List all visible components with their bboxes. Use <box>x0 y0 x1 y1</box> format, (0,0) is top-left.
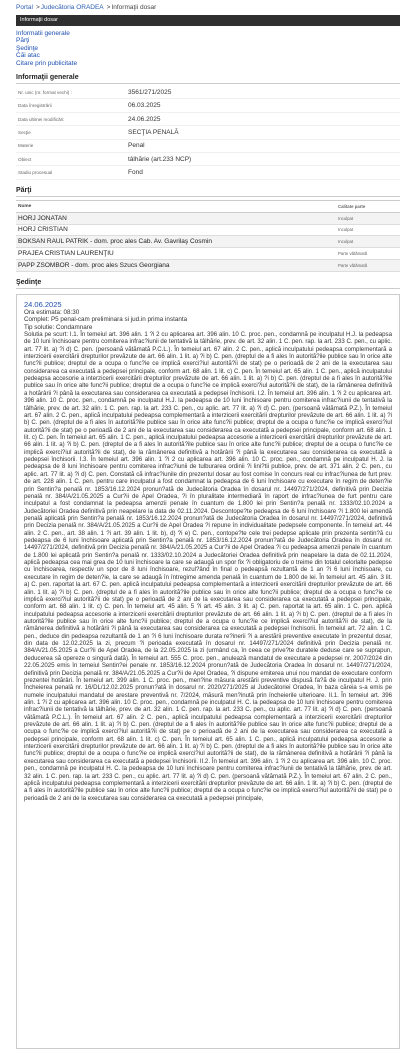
info-row-sectie <box>16 126 400 139</box>
info-value: tâlhărie (art.233 NCP) <box>128 155 192 163</box>
info-value: Fond <box>128 169 143 177</box>
breadcrumb <box>16 0 400 14</box>
info-row-numar <box>16 86 400 99</box>
sedinta-complet: Complet: P5 penal-cam preliminara si jud.in prima instanta <box>24 316 188 324</box>
info-label: Materie <box>18 143 34 149</box>
breadcrumb-portal-link[interactable]: Portal <box>16 4 33 11</box>
info-row-materie <box>16 140 400 153</box>
parti-header-row <box>16 201 400 213</box>
parti-section-title: Părţi <box>16 187 400 197</box>
parte-calitate: Inculpat <box>338 215 354 221</box>
nav-parti[interactable]: Părţi <box>16 37 30 45</box>
info-label: Secţie <box>18 129 31 135</box>
info-label: Data ultimei modificări: <box>18 116 65 122</box>
parte-nume: PAPP ZSOMBOR - dom. proc ales Szucs Georgiana <box>18 261 170 269</box>
info-value: SECŢIA PENALĂ <box>128 128 179 136</box>
info-value: 3561/271/2025 <box>128 88 172 96</box>
info-value: 24.06.2025 <box>128 115 161 123</box>
info-value: 06.03.2025 <box>128 102 161 110</box>
parte-nume: HORJ JONATAN <box>18 214 67 222</box>
nav-informatii-generale[interactable]: Informatii generale <box>16 30 70 37</box>
parte-nume: PRAJEA CRISTIAN LAURENŢIU <box>18 250 114 258</box>
info-label: Nr. unic (nr. format vechi) : <box>18 89 72 95</box>
parte-calitate: Inculpat <box>338 239 354 245</box>
info-value: Penal <box>128 142 145 150</box>
breadcrumb-separator: > <box>106 4 111 11</box>
parti-row <box>16 260 400 272</box>
info-row-data-inregistrare <box>16 99 400 112</box>
info-label: Obiect <box>18 156 32 162</box>
sedinta-solutie-text: Solutia pe scurt: I.1. În temeiul art. 396 alin. 1 ?i 2 cu aplicarea art. 396 alin. 10 C. proc. pen., condamnă pe inculpatul H.J. la pedeapsa de 10 luni închisoare pentru comiterea infrac?iunii de tentativă la tâlhărie, prev. de art. 32 alin. 1 C. pen. rap. la art. 233 C. pen., cu aplic. art. 77 lit. a) ?i d) C. pen. (persoană vătămată P.C.L.). În temeiul art. 67 alin. 2 C. pen., aplică inculpatului pedeapsa complementară a interzicerii exercitării drepturilor prevăzute de art. 66 alin. 1 lit. a) ?i b) C. pen. (dreptul de a fi ales în autorită?ile publice sau în orice alte func?ii publice; dreptul de a ocupa o func?ie ce implică exerci?iul autorită?ii de stat) pe o perioadă de 2 ani de la executarea sau considerarea ca executată a pedepsei principale, conform art. 68 alin. 1 lit. c) C. pen. În temeiul art. 65 alin. 1 C. pen., aplică inculpatului pedeapsa accesorie a interzicerii exercitării drepturilor prevăzute de art. 66 alin. 1 lit. a) ?i b) C. pen. (dreptul de a fi ales în autorită?ile publice sau în orice alte func?ii publice; dreptul de a ocupa o func?ie ce implică exerci?iul autorită?ii de stat), de la rămânerea definitivă a hotărârii ?i până la executarea sau considerarea ca executată a pedepsei închisorii. I.2. În temeiul art. 396 alin. 1 ?i 2 cu aplicarea art. 396 alin. 10 C. proc. pen., condamnă pe inculpatul H.J. la pedeapsa de 10 luni închisoare pentru comiterea infrac?iunii de tentativă la tâlhărie, prev. de art. 32 alin. 1 C. pen. rap. la art. 233 C. pen., cu aplic. art. 77 lit. a) ?i d) C. pen. (persoană vătămată P.Z.). În temeiul art. 67 alin. 2 C. pen., aplică inculpatului pedeapsa complementară a interzicerii exercitării drepturilor prevăzute de art. 66 alin. 1 lit. a) ?i b) C. pen. (dreptul de a fi ales în autorită?ile publice sau în orice alte func?ii publice; dreptul de a ocupa o func?ie ce implică exerci?iul autorită?ii de stat) pe o perioadă de 2 ani de la executarea sau considerarea ca executată a pedepsei principale, conform art. 68 alin. 1 lit. c) C. pen. În temeiul art. 65 alin. 1 C. pen., aplică inculpatului pedeapsa accesorie a interzicerii exercitării drepturilor prevăzute de art. 66 alin. 1 lit. a) ?i b) C. pen. (dreptul de a fi ales în autorită?ile publice sau în orice alte func?ii publice; dreptul de a ocupa o func?ie ce implică exerci?iul autorită?ii de stat), de la rămânerea definitivă a hotărârii ?i până la executarea sau considerarea ca executată a pedepsei închisorii. I.3. În temeiul art. 396 alin. 1 ?i 2 cu aplicarea art. 396 alin. 10 C. proc. pen., condamnă pe inculpatul H. J. la pedeapsa de 8 luni închisoare pentru comiterea infrac?iunii de tulburarea ordinii ?i lini?tii publice, prev. de art. 371 alin. 2 C. pen., cu aplic. art. 77 lit. a) ?i d) C. pen. Constată că infrac?iunile din prezentul dosar au fost comise în concurs real cu infrac?iunea de furt prev. de art. 228 alin. 1 C. pen. pentru care inculpatul a fost condamnat la pedeapsa de 6 luni închisoare cu executare în regim de deten?ie prin Sentin?a penală nr. 1853/16.12.2024 pronun?ată de Judecătoria Oradea în dosarul nr. 14497/271/2024, definitivă prin Decizia penală nr. 384/A/21.05.2025 a Cur?ii de Apel Oradea, ?i în pluralitate intermediară în raport de infrac?iunea de furt pentru care inculpatul a fost condamnat la pedeapsa amenzii penale în cuantum de 1.800 lei prin Sentin?a penală nr. 1333/02.10.2024 a Judecătoriei Oradea definitivă prin neapelare la data de 02.11.2024. Descontope?te pedeapsa de 6 luni închisoare ?i 1.800 lei amendă penală aplicată prin Sentin?a penală nr. 1853/16.12.2024 pronun?ată de Judecătoria Oradea în dosarul nr. 14497/271/2024, definitivă prin Decizia penală nr. 384/A/21.05.2025 a Cur?ii de Apel Oradea ?i repune în individualitate pedepsele componente. În temeiul art. 44 alin. 2 C. pen., art. 38 alin. 1 ?i art. 39 alin. 1 lit. b), d) ?i e) C. pen., contope?te cele trei pedepse aplicate prin prezenta sentin?ă cu pedeapsa de 6 luni închisoare aplicată prin Sentin?a penală nr. 1853/16.12.2024 pronun?ată de Judecătoria Oradea în dosarul nr. 14497/271/2024, definitivă prin Decizia penală nr. 384/A/21.05.2025 a Cur?ii de Apel Oradea ?i cu pedeapsa amenzii penale în cuantum de 1.800 lei aplicată prin Sentin?a penală nr. 1333/02.10.2024 a Judecătoriei Oradea definitivă prin neapelare la data de 02.11.2024, aplică pedeapsa cea mai grea de 10 luni închisoare la care se adaugă un spor fix ?i obligatoriu de o treime din totalul celorlalte pedepse cu închisoarea, respectiv un spor de 8 luni închisoare, rezul?ând în final o pedeapsă rezultantă de 1 an ?i 6 luni închisoare, cu executare în regim de deten?ie, la care se adaugă în întregime amenda penală în cuantum de 1.800 de lei. În temeiul art. 45 alin. 3 lit. a) C. pen. raportat la art. 67 C. pen. aplică inculpatului pedeapsa complementară a interzicerii exercitării drepturilor prevăzute de art. 66 alin. 1 lit. a) ?i b) C. pen. (dreptul de a fi ales în autorită?ile publice sau în orice alte func?ii publice; dreptul de a ocupa o func?ie ce implică exerci?iul autorită?ii de stat) pe o perioadă de 2 ani de la executarea sau considerarea ca executată a pedepsei principale, conform art. 68 alin. 1 lit. c) C. pen. În temeiul art. 45 alin. 5 ?i art. 45 alin. 3 lit. a) C. pen. raportat la art. 65 alin. 1 C. pen. aplică inculpatului pedeapsa accesorie a interzicerii exercitării drepturilor prevăzute de art. 66 alin. 1 lit. a) ?i b) C. pen. (dreptul de a fi ales în autorită?ile publice sau în orice alte func?ii publice; dreptul de a ocupa o func?ie ce implică exerci?iul autorită?ii de stat), de la rămânerea definitivă a hotărârii ?i până la executarea sau considerarea ca executată a pedepsei închisorii. În temeiul art. 72 alin. 1 C. pen., deduce din pedeapsa rezultantă de 1 an ?i 6 luni închisoare durata re?inerii ?i a arestării preventive executate în prezentul dosar, din data de 12.02.2025 la zi, precum ?i perioada executată în dosarul nr. 14497/271/2024 definitivă prin Decizia penală nr. 384/A/21.05.2025 a Cur?ii de Apel Oradea, de la 22.05.2025 la zi (urmând ca, în ceea ce prive?te duratele deduse care se suprapun, deducerea să opereze o singură dată). În temeiul art. 555 C. proc. pen., anulează mandatul de executare a pedepsei nr. 2007/2024 din 22.05.2025 emis în temeiul Sentin?ei penale nr. 1853/16.12.2024 pronun?ată de Judecătoria Oradea în dosarul nr. 14497/271/2024, definitivă prin Decizia penală nr. 384/A/21.05.2025 a Cur?ii de Apel Oradea, ?i dispune emiterea unui nou mandat de executare conform prezentei hotărâri. În temeiul art. 399 alin. 1 C. proc. pen., men?ine măsura arestării preventive dispusă fa?ă de inculpatul H. J. prin Încheierea penală nr. 16/DL/12.02.2025 pronun?ată în dosarul nr. 2020/271/2025 al Judecătoriei Oradea, în baza căreia s-a emis pe numele inculpatului mandatul de arestare preventivă nr. 7/2024, măsură men?inută prin încheierile ulterioare. II.1. În temeiul art. 396 alin. 1 ?i 2 cu aplicarea art. 396 alin. 10 C. proc. pen., condamnă pe inculpatul H. C. la pedeapsa de 10 luni închisoare pentru comiterea infrac?iunii de tentativă la tâlhărie, prev. de art. 32 alin. 1 C. pen. rap. la art. 233 C. pen., cu aplic. art. 77 lit. a) ?i d) C. pen. (persoană vătămată P.C.L.). În temeiul art. 67 alin. 2 C. pen., aplică inculpatului pedeapsa complementară a interzicerii exercitării drepturilor prevăzute de art. 66 alin. 1 lit. a) ?i b) C. pen. (dreptul de a fi ales în autorită?ile publice sau în orice alte func?ii publice; dreptul de a ocupa o func?ie ce implică exerci?iul autorită?ii de stat) pe o perioadă de 2 ani de la executarea sau considerarea ca executată a pedepsei principale, conform art. 68 alin. 1 lit. c) C. pen. În temeiul art. 65 alin. 1 C. pen., aplică inculpatului pedeapsa accesorie a interzicerii exercitării drepturilor prevăzute de art. 66 alin. 1 lit. a) ?i b) C. pen. (dreptul de a fi ales în autorită?ile publice sau în orice alte func?ii publice; dreptul de a ocupa o func?ie ce implică exerci?iul autorită?ii de stat), de la rămânerea definitivă a hotărârii ?i până la executarea sau considerarea ca executată a pedepsei închisorii. II.2. În temeiul art. 396 alin. 1 ?i 2 cu aplicarea art. 396 alin. 10 C. proc. pen., condamnă pe inculpatul H. C. la pedeapsa de 10 luni închisoare pentru comiterea infrac?iunii de tentativă la tâlhărie, prev. de art. 32 alin. 1 C. pen. rap. la art. 233 C. pen., cu aplic. art. 77 lit. a) ?i d) C. pen. (persoană vătămată P.Z.). În temeiul art. 67 alin. 2 C. pen., aplică inculpatului pedeapsa complementară a interzicerii exercitării drepturilor prevăzute de art. 66 alin. 1 lit. a) ?i b) C. pen. (dreptul de a fi ales în autorită?ile publice sau în orice alte func?ii publice; dreptul de a ocupa o func?ie ce implică exerci?iul autorită?ii de stat) pe o perioadă de 2 ani de la executarea sau considerarea ca executată a pedepsei principale, <box>24 330 392 802</box>
parti-row <box>16 248 400 260</box>
info-label: Stadiu procesual <box>18 170 53 176</box>
info-label: Data înregistrării <box>18 103 52 109</box>
sedinta-tip-solutie: Tip solutie: Condamnare <box>24 323 93 331</box>
nav-sedinte[interactable]: Şedinţe <box>16 44 39 52</box>
info-section-title: Informaţii generale <box>16 74 400 84</box>
parti-row <box>16 236 400 248</box>
breadcrumb-current: Informaţii dosar <box>111 4 157 11</box>
sedinta-date: 24.06.2025 <box>24 299 62 309</box>
sedinta-ora: Ora estimata: 08:30 <box>24 308 80 316</box>
parti-row <box>16 225 400 237</box>
parte-nume: HORJ CRISTIAN <box>18 226 68 234</box>
parte-calitate: Inculpat <box>338 227 354 233</box>
info-row-stadiu <box>16 166 400 179</box>
nav-cai-atac[interactable]: Căi atac <box>16 52 40 60</box>
parte-calitate: Parte vătămată <box>338 251 368 257</box>
section-nav <box>16 30 400 67</box>
parti-row <box>16 213 400 225</box>
nav-citare-publicitate[interactable]: Citare prin publicitate <box>16 59 78 67</box>
parti-col-calitate: Calitate parte <box>338 203 366 209</box>
parti-table <box>16 200 400 272</box>
page <box>16 0 400 1049</box>
info-row-data-modificare <box>16 113 400 126</box>
sedinte-section-title: Şedinţe <box>16 279 400 289</box>
page-header-bar: Informaţii dosar <box>16 15 400 26</box>
parte-calitate: Parte vătămată <box>338 262 368 268</box>
parte-nume: BOKSAN RAUL PATRIK - dom. proc ales Cab. Av. Gavrilaş Cosmin <box>18 238 212 246</box>
breadcrumb-separator: > <box>35 4 40 11</box>
breadcrumb-court-link[interactable]: Judecătoria ORADEA <box>40 4 104 11</box>
parti-col-nume: Nume <box>18 203 32 209</box>
info-table <box>16 86 400 180</box>
info-row-obiect <box>16 153 400 166</box>
sedinta-card <box>16 294 400 1049</box>
